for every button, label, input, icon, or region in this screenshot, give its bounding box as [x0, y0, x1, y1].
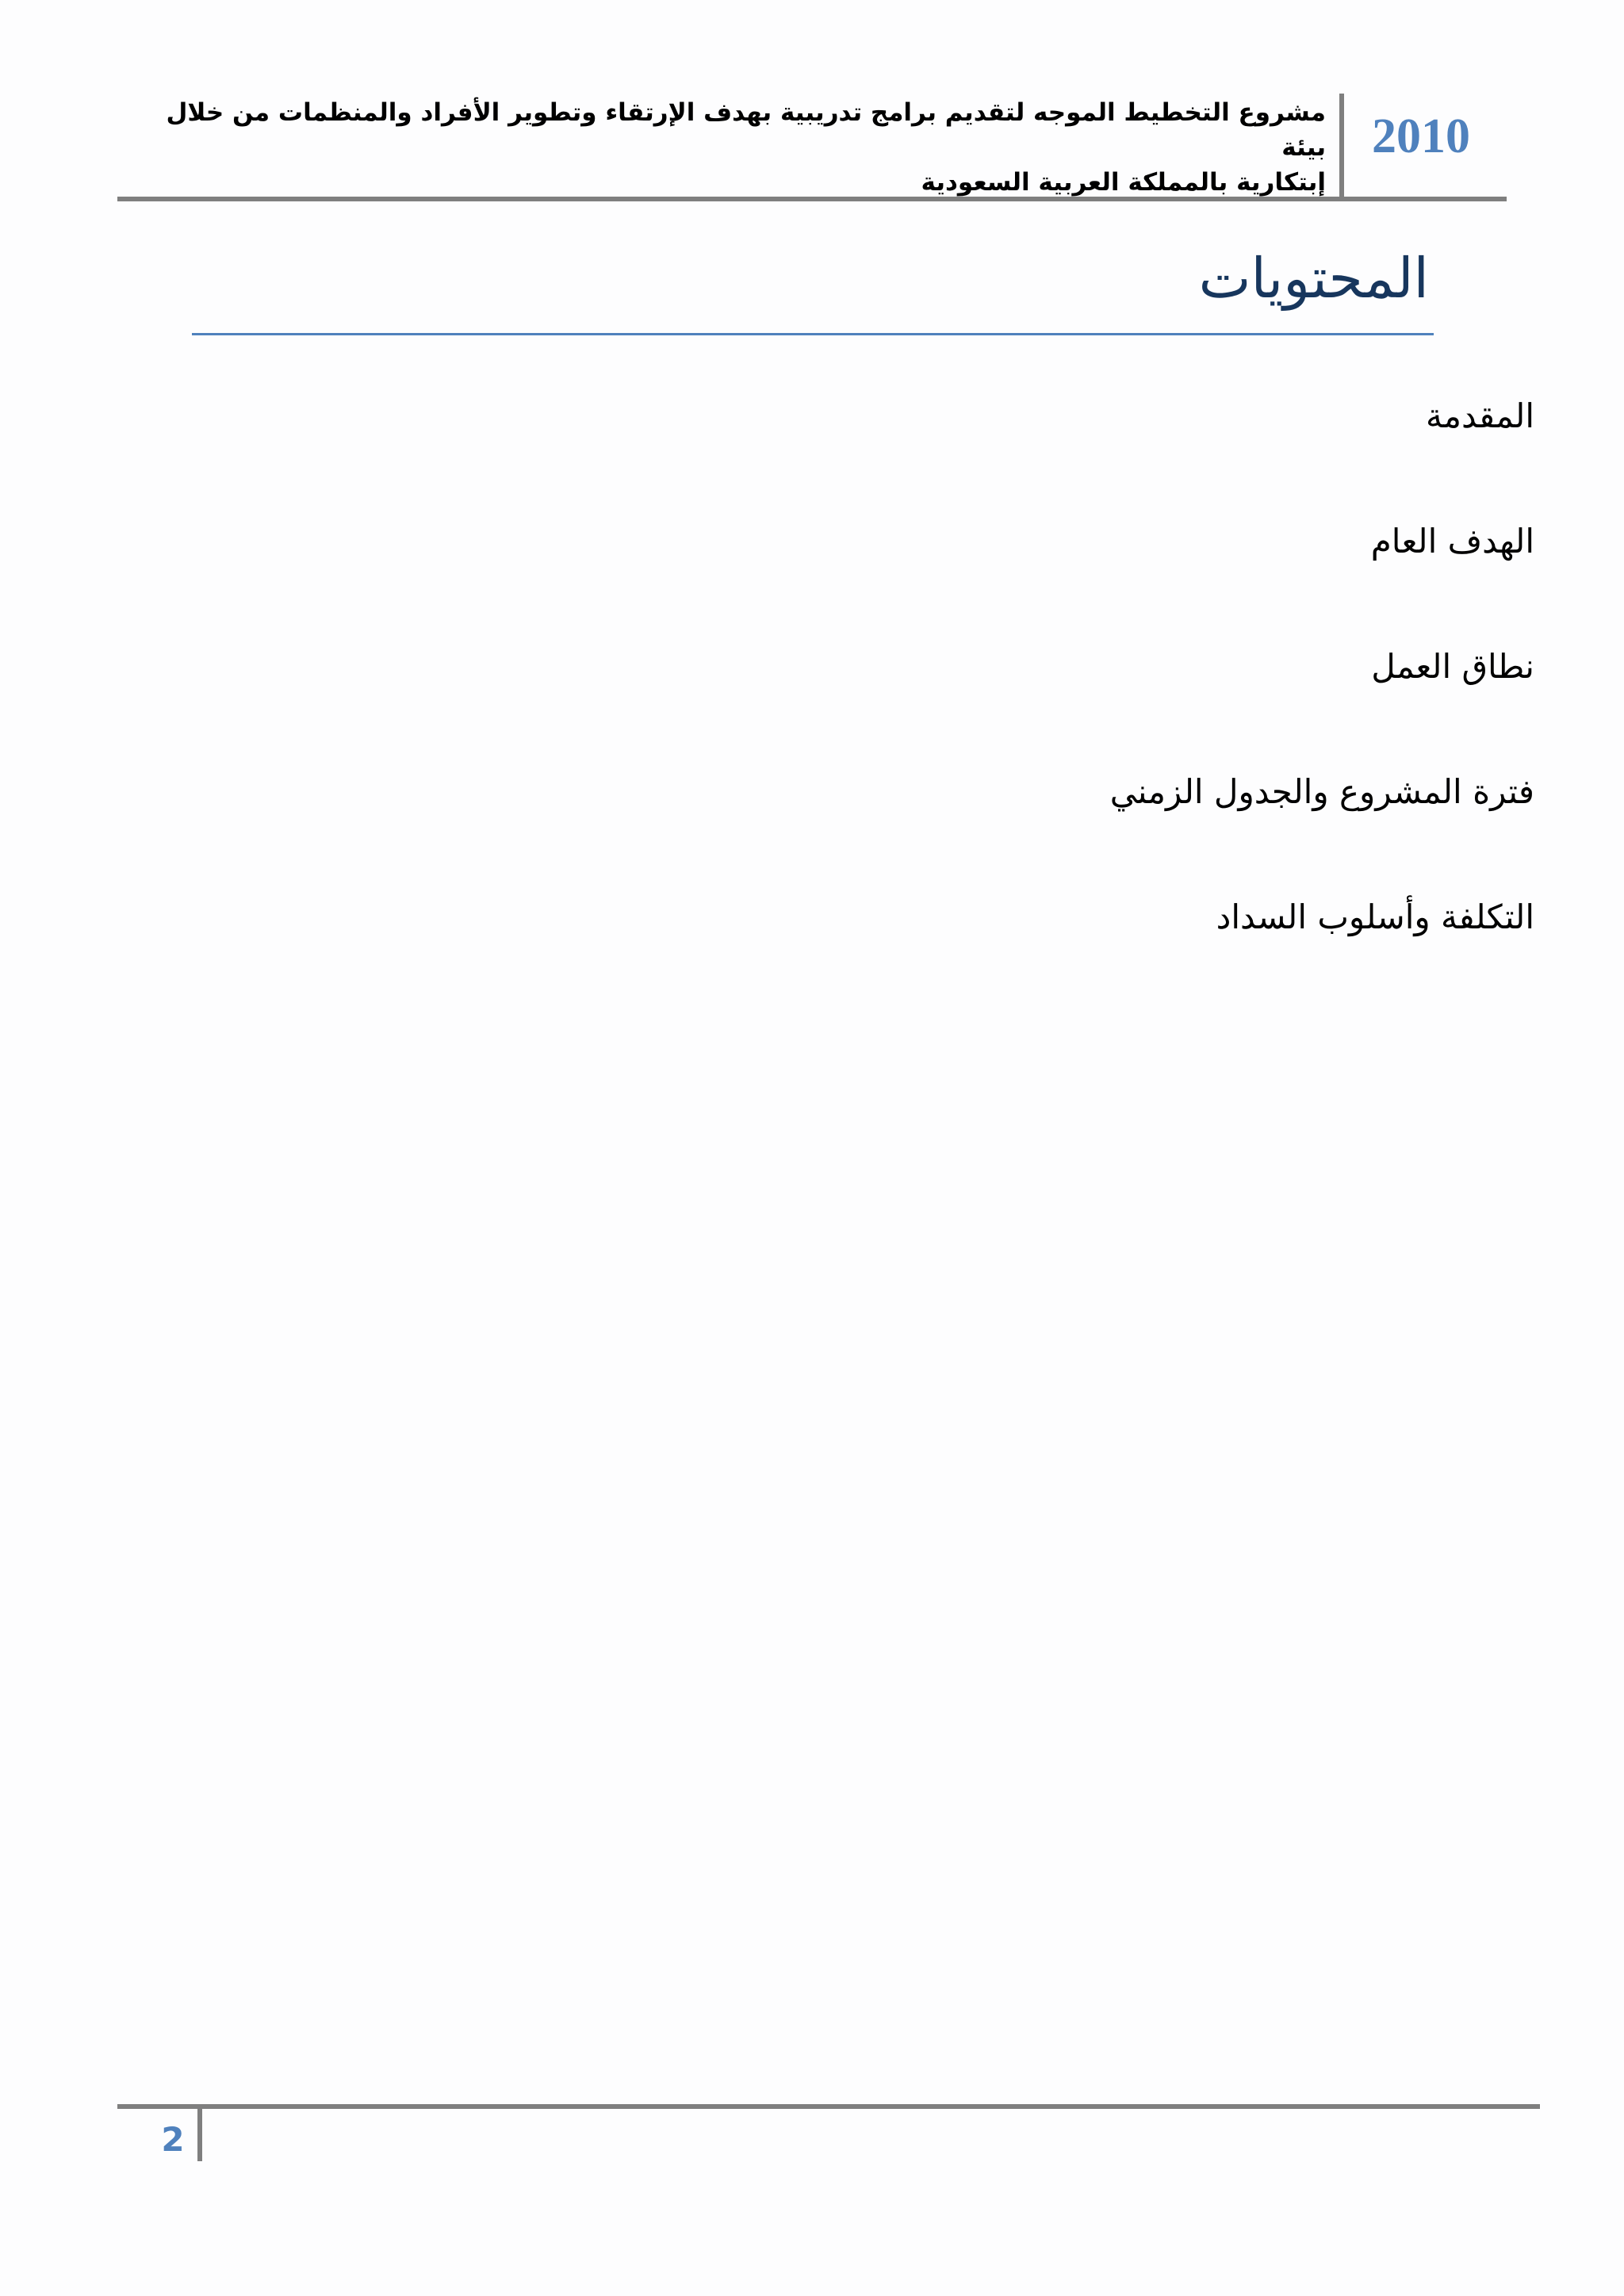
toc-list [192, 388, 1534, 1015]
header-rule [117, 197, 1507, 201]
contents-heading-rule [192, 333, 1434, 335]
contents-heading: المحتويات [1198, 246, 1429, 311]
page-number: 2 [161, 2120, 185, 2159]
header-year: 2010 [1372, 109, 1470, 163]
toc-item-introduction[interactable]: المقدمة [1425, 396, 1534, 435]
footer-rule [117, 2104, 1540, 2109]
toc-item-cost-payment-method[interactable]: التكلفة وأسلوب السداد [1216, 897, 1534, 936]
toc-item-scope-of-work[interactable]: نطاق العمل [1371, 647, 1534, 686]
header-divider [1339, 94, 1344, 198]
header-title [159, 95, 1326, 200]
toc-item-project-period-schedule[interactable]: فترة المشروع والجدول الزمني [1109, 772, 1534, 811]
header-title-line-1: مشروع التخطيط الموجه لتقديم برامج تدريبية بهدف الإرتقاء وتطوير الأفراد والمنظمات من خلال بيئة [166, 98, 1326, 162]
footer-divider [197, 2107, 202, 2161]
header-title-line-2: إبتكارية بالمملكة العربية السعودية [921, 168, 1326, 197]
toc-item-general-objective[interactable]: الهدف العام [1370, 522, 1534, 561]
